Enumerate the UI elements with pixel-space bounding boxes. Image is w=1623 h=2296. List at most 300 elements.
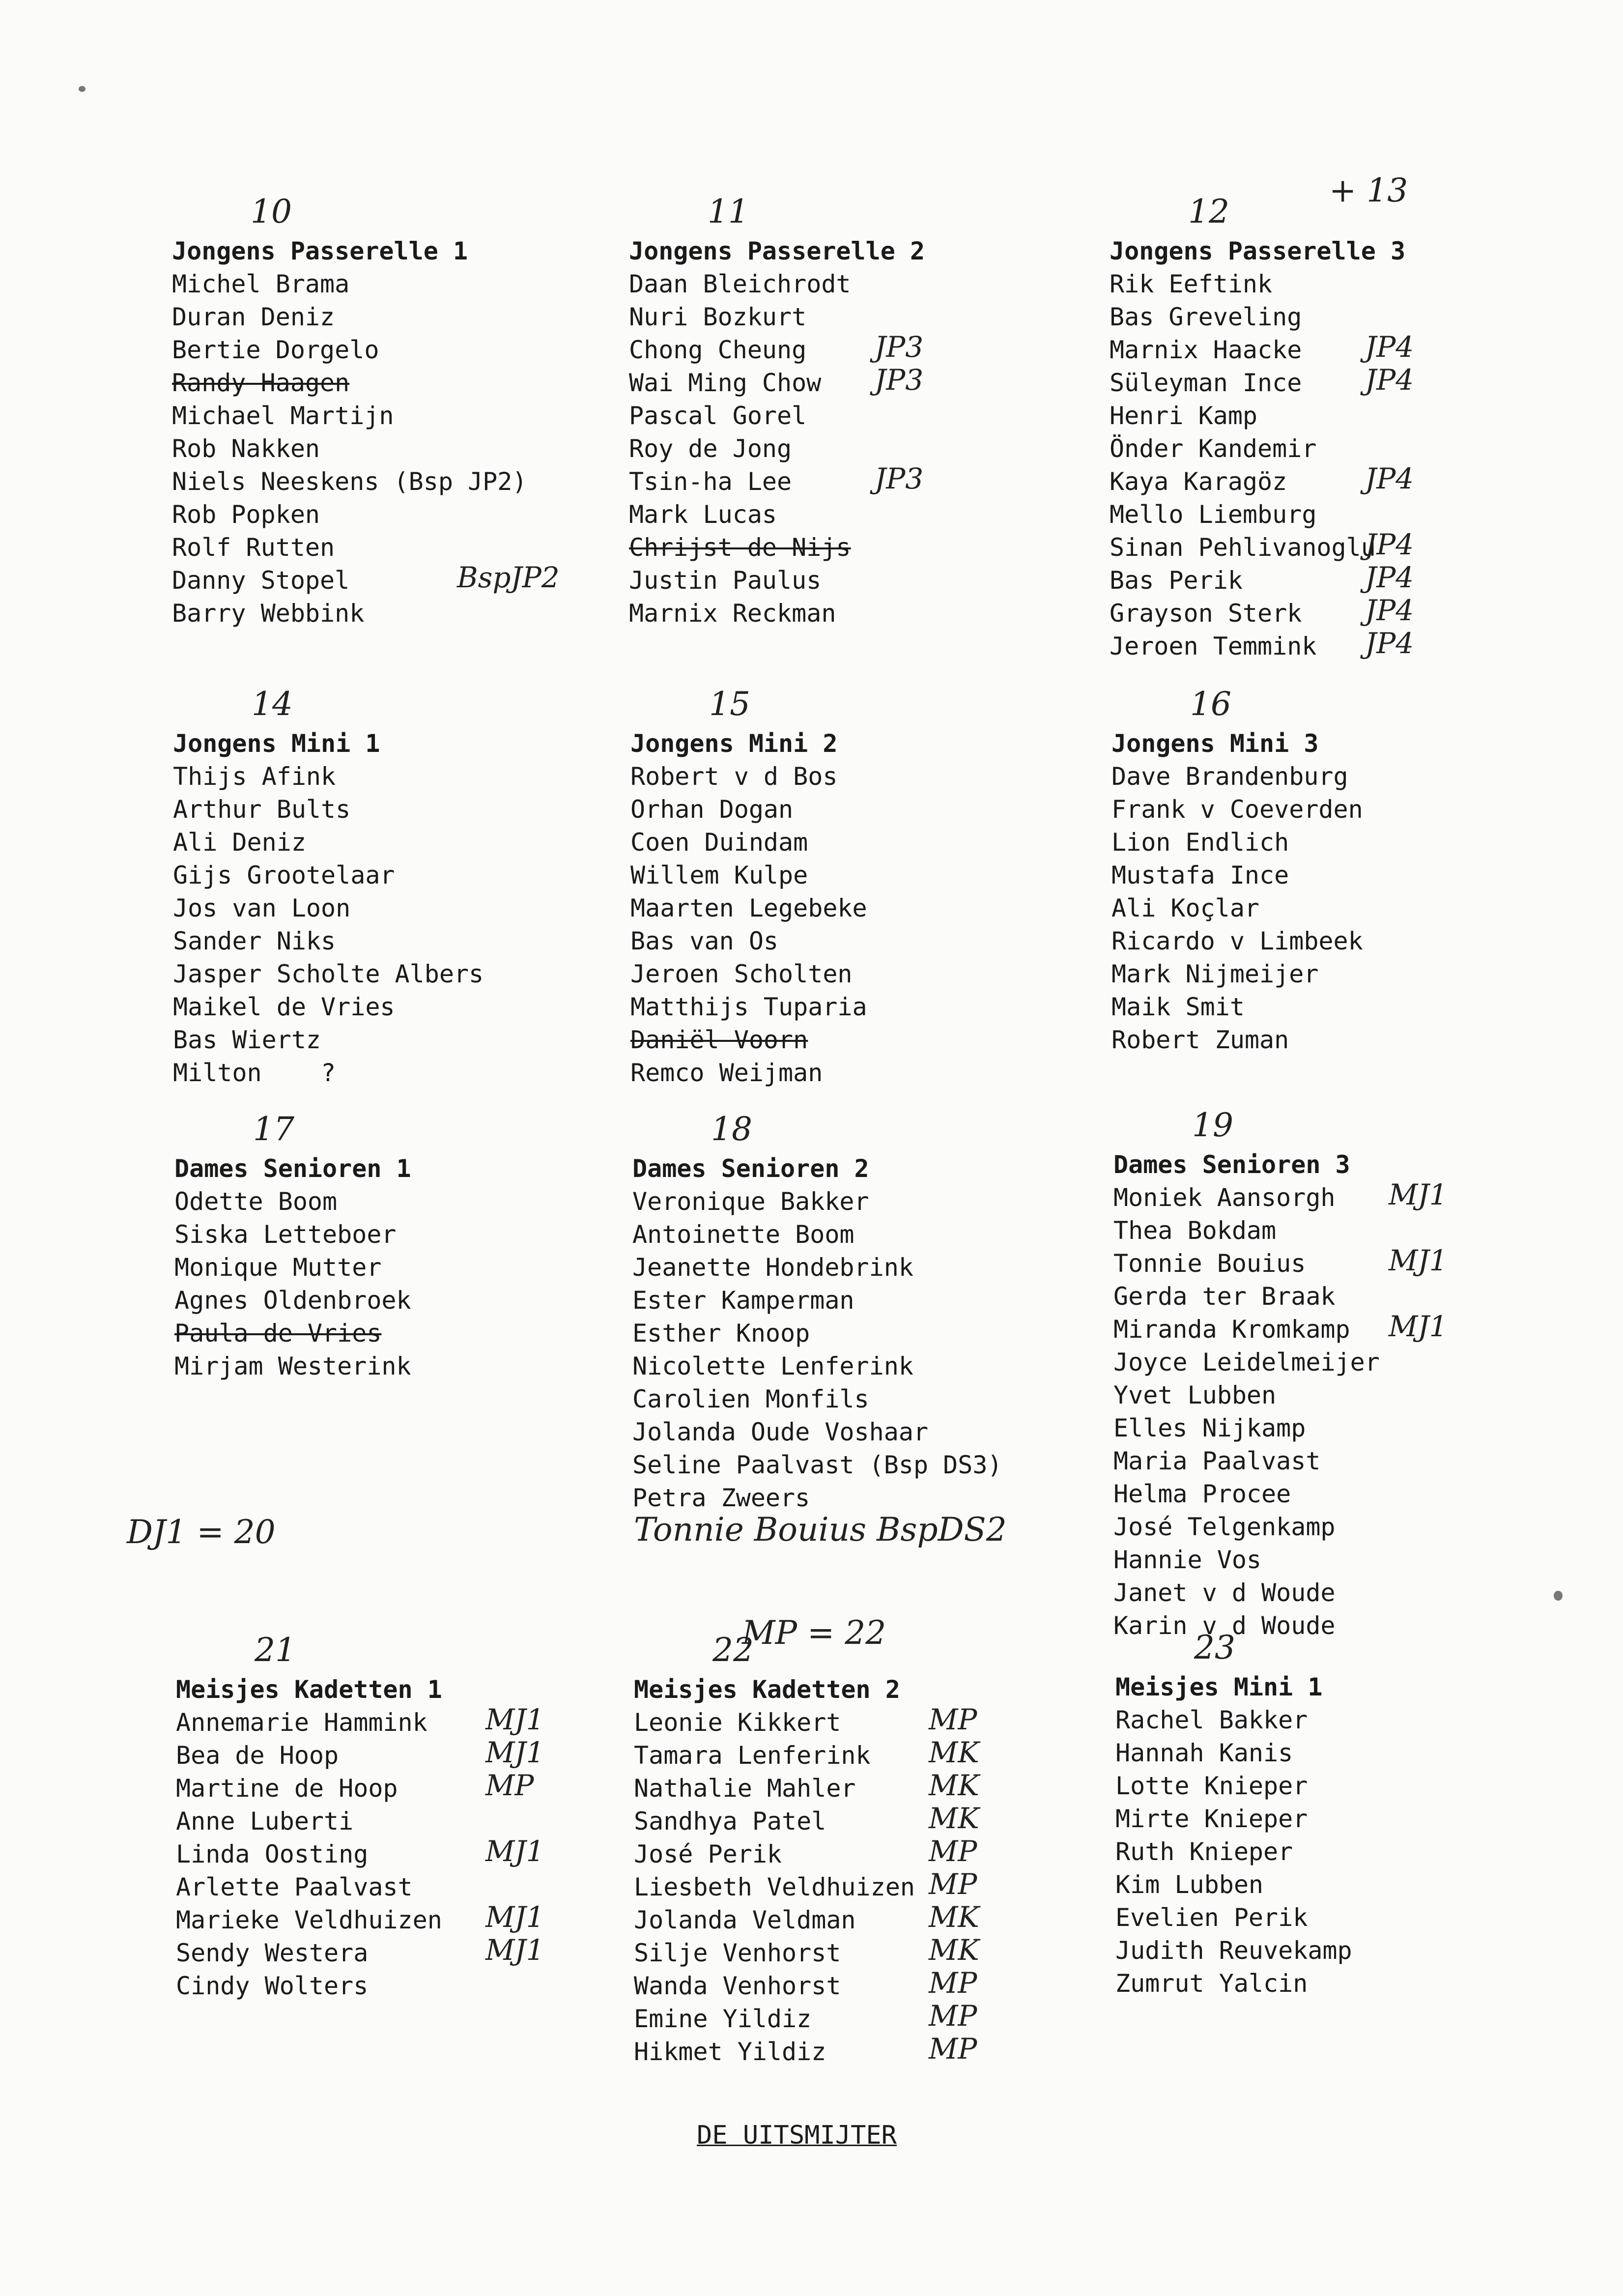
member-name: Gijs Grootelaar [173, 861, 395, 890]
member-row [173, 991, 484, 1024]
member-name: Thijs Afink [173, 762, 336, 791]
member-name: Michel Brama [172, 270, 350, 298]
member-row [1113, 1244, 1448, 1280]
member-name: Bas Perik [1110, 566, 1243, 595]
member-row [1113, 1178, 1448, 1214]
member-name: Antoinette Boom [632, 1220, 854, 1249]
member-row [629, 268, 925, 301]
member-name: Roy de Jong [629, 434, 792, 463]
handwritten-member-note: MJ1 [1389, 1244, 1448, 1277]
member-name: Tonnie Bouius [1113, 1249, 1306, 1278]
member-row [174, 1185, 411, 1218]
member-row [629, 330, 925, 367]
member-name: Wanda Venhorst [634, 1972, 841, 2000]
member-row [634, 1802, 979, 1838]
member-row [173, 859, 484, 892]
member-row [176, 1805, 442, 1838]
member-row [173, 760, 484, 793]
member-name: Frank v Coeverden [1111, 795, 1363, 824]
member-row [632, 1317, 1002, 1350]
member-name: Daniël Voorn [630, 1026, 808, 1054]
member-name: Mello Liemburg [1110, 500, 1317, 529]
member-name: Maarten Legebeke [630, 894, 867, 922]
member-name: Seline Paalvast (Bsp DS3) [632, 1451, 1002, 1479]
handwritten-member-note: JP4 [1365, 528, 1414, 561]
team-group [629, 193, 925, 630]
member-name: Zumrut Yalcin [1115, 1969, 1308, 1998]
member-name: Marnix Haacke [1110, 336, 1302, 364]
team-group [172, 193, 560, 630]
team-group [174, 1110, 411, 1383]
handwritten-group-number: 17 [253, 1110, 294, 1148]
member-row [632, 1350, 1002, 1383]
member-name: Marieke Veldhuizen [176, 1906, 442, 1934]
member-row [172, 465, 527, 498]
member-row [1115, 1901, 1352, 1934]
member-row [172, 268, 527, 301]
team-group [630, 685, 867, 1090]
handwritten-dj1-note: DJ1 = 20 [127, 1513, 276, 1551]
member-name: Gerda ter Braak [1113, 1282, 1336, 1311]
member-row [1115, 1836, 1352, 1868]
member-row [632, 1284, 1002, 1317]
member-row [1111, 859, 1363, 892]
member-name: Sander Niks [173, 927, 336, 955]
member-name: Karin v d Woude [1113, 1611, 1336, 1640]
member-name: Mustafa Ince [1111, 861, 1289, 890]
member-row [1110, 400, 1405, 432]
member-row [630, 1024, 867, 1057]
member-row [1115, 1737, 1352, 1770]
member-name: Milton ? [173, 1059, 336, 1087]
member-row [1113, 1214, 1380, 1247]
handwritten-mp-note: MP = 22 [742, 1614, 886, 1652]
group-title: Dames Senioren 2 [632, 1154, 869, 1183]
member-row [630, 859, 867, 892]
handwritten-group-number: 23 [1194, 1629, 1235, 1666]
member-name: Sinan Pehlivanoglu [1110, 533, 1376, 562]
member-name: Leonie Kikkert [634, 1708, 841, 1737]
member-row [174, 1317, 411, 1350]
member-row [629, 432, 925, 465]
member-row [1113, 1511, 1380, 1544]
member-row [1115, 1704, 1352, 1737]
member-name: Moniek Aansorgh [1113, 1183, 1336, 1212]
member-row [174, 1350, 411, 1383]
handwritten-group-number: 12 [1188, 193, 1229, 230]
member-name: Danny Stopel [172, 566, 350, 595]
handwritten-member-note: MJ1 [485, 1736, 544, 1769]
handwritten-member-note: MJ1 [485, 1703, 544, 1736]
member-name: Önder Kandemir [1110, 434, 1317, 463]
member-row [632, 1383, 1002, 1416]
member-name: Hikmet Yildiz [634, 2038, 826, 2066]
member-row [634, 1999, 977, 2036]
member-row [174, 1284, 411, 1317]
handwritten-member-note: JP4 [1365, 363, 1414, 397]
member-row [1111, 958, 1363, 991]
handwritten-member-note: MJ1 [1389, 1178, 1448, 1211]
member-name: Bertie Dorgelo [172, 336, 379, 364]
member-row [629, 363, 925, 400]
handwritten-member-note: MK [929, 1802, 979, 1835]
member-name: Willem Kulpe [630, 861, 808, 890]
member-row [172, 301, 527, 334]
member-row [1110, 301, 1405, 334]
handwritten-group-number: 16 [1190, 685, 1231, 723]
member-name: Lion Endlich [1111, 828, 1289, 857]
member-name: Jasper Scholte Albers [173, 960, 484, 988]
member-row [1110, 432, 1405, 465]
member-name: Maik Smit [1111, 993, 1245, 1021]
member-row [629, 400, 925, 432]
member-row [634, 1769, 979, 1805]
handwritten-group-number: 19 [1192, 1106, 1233, 1144]
member-row [630, 991, 867, 1024]
member-row [1115, 1803, 1352, 1836]
member-name: Yvet Lubben [1113, 1381, 1277, 1409]
member-row [1113, 1379, 1380, 1412]
member-row [634, 1736, 979, 1772]
member-row [1110, 528, 1414, 564]
member-name: Chrijst de Nijs [629, 533, 851, 562]
member-name: Janet v d Woude [1113, 1578, 1336, 1607]
member-name: Bea de Hoop [176, 1741, 339, 1770]
member-row [1115, 1967, 1352, 2000]
member-row [629, 597, 925, 630]
member-name: Mark Lucas [629, 500, 777, 529]
member-row [629, 564, 925, 597]
team-group [1115, 1629, 1352, 2000]
member-name: Veronique Bakker [632, 1187, 869, 1216]
member-row [1111, 1024, 1363, 1057]
handwritten-member-note: JP3 [875, 462, 924, 495]
handwritten-tonnie-note: Tonnie Bouius BspDS2 [634, 1511, 1007, 1549]
member-row [1110, 594, 1414, 630]
handwritten-member-note: JP3 [875, 363, 924, 397]
group-title: Jongens Mini 3 [1111, 729, 1319, 758]
handwritten-member-note: JP4 [1365, 594, 1414, 627]
team-group [1110, 193, 1414, 663]
member-row [1113, 1412, 1380, 1445]
handwritten-member-note: BspJP2 [457, 561, 560, 594]
member-row [172, 432, 527, 465]
member-name: Tamara Lenferink [634, 1741, 871, 1770]
handwritten-member-note: MK [929, 1933, 979, 1967]
member-row [1113, 1280, 1380, 1313]
member-name: Monique Mutter [174, 1253, 382, 1282]
member-name: Wai Ming Chow [629, 369, 822, 397]
member-row [1110, 498, 1405, 531]
group-title: Meisjes Mini 1 [1115, 1673, 1323, 1701]
member-row [172, 561, 560, 597]
member-row [173, 793, 484, 826]
member-name: Jos van Loon [173, 894, 351, 922]
member-name: Miranda Kromkamp [1113, 1315, 1350, 1344]
member-name: Jeanette Hondebrink [632, 1253, 913, 1282]
group-title: Jongens Mini 2 [630, 729, 838, 758]
member-name: Rob Nakken [172, 434, 320, 463]
member-row [1113, 1310, 1448, 1346]
member-row [630, 793, 867, 826]
member-name: Remco Weijman [630, 1059, 823, 1087]
member-name: Jeroen Temmink [1110, 632, 1317, 660]
member-name: Hannie Vos [1113, 1546, 1262, 1574]
member-row [172, 597, 527, 630]
handwritten-member-note: MK [929, 1900, 979, 1934]
handwritten-group-number: 11 [708, 193, 749, 230]
member-row [634, 1703, 977, 1739]
member-row [172, 334, 527, 367]
handwritten-member-note: MP [929, 1966, 977, 2000]
member-row [1111, 991, 1363, 1024]
member-name: Evelien Perik [1115, 1903, 1308, 1932]
member-name: Justin Paulus [629, 566, 822, 595]
handwritten-member-note: JP4 [1365, 627, 1414, 660]
member-row [634, 1900, 979, 1937]
member-row [1113, 1609, 1380, 1642]
member-name: Siska Letteboer [174, 1220, 397, 1249]
member-name: Coen Duindam [630, 828, 808, 857]
member-name: Sandhya Patel [634, 1807, 826, 1836]
handwritten-member-note: MP [929, 1703, 977, 1736]
team-group [176, 1631, 544, 2003]
paper-speck [1554, 1591, 1563, 1601]
member-name: Matthijs Tuparia [630, 993, 867, 1021]
member-row [630, 1057, 867, 1090]
member-name: Jolanda Oude Voshaar [632, 1418, 929, 1446]
member-row [1113, 1544, 1380, 1577]
member-row [174, 1251, 411, 1284]
member-row [634, 1966, 977, 2003]
member-name: Thea Bokdam [1113, 1216, 1277, 1245]
member-row [1110, 627, 1414, 663]
member-row [176, 1900, 544, 1937]
member-row [173, 958, 484, 991]
member-row [1110, 561, 1414, 597]
group-title: Jongens Passerelle 2 [629, 237, 925, 265]
member-row [632, 1185, 1002, 1218]
member-row [172, 367, 527, 400]
member-row [1111, 826, 1363, 859]
member-name: Odette Boom [174, 1187, 338, 1216]
member-name: Liesbeth Veldhuizen [634, 1873, 915, 1901]
member-name: Carolien Monfils [632, 1385, 869, 1413]
member-name: José Telgenkamp [1113, 1513, 1336, 1541]
member-name: Judith Reuvekamp [1115, 1936, 1352, 1965]
member-name: Dave Brandenburg [1111, 762, 1348, 791]
member-name: Petra Zweers [632, 1484, 810, 1512]
member-name: Esther Knoop [632, 1319, 810, 1348]
member-row [632, 1449, 1002, 1482]
member-row [1113, 1346, 1380, 1379]
member-name: Ali Deniz [173, 828, 306, 857]
member-row [1111, 925, 1363, 958]
member-row [173, 892, 484, 925]
member-name: Arthur Bults [173, 795, 351, 824]
handwritten-member-note: MJ1 [485, 1835, 544, 1868]
handwritten-group-number: 18 [711, 1110, 752, 1148]
member-row [632, 1416, 1002, 1449]
member-name: Lotte Knieper [1115, 1772, 1308, 1800]
group-title: Meisjes Kadetten 1 [176, 1675, 442, 1704]
member-row [1110, 462, 1414, 498]
member-name: Linda Oosting [176, 1840, 369, 1868]
member-row [176, 1933, 544, 1970]
member-row [176, 1736, 544, 1772]
member-name: Cindy Wolters [176, 1972, 369, 2000]
footer-title: DE UITSMIJTER [697, 2121, 897, 2150]
member-row [632, 1482, 1002, 1515]
handwritten-member-note: JP4 [1365, 561, 1414, 594]
member-name: Emine Yildiz [634, 2005, 812, 2033]
member-row [173, 1057, 484, 1090]
member-name: Elles Nijkamp [1113, 1414, 1306, 1442]
member-row [632, 1218, 1002, 1251]
team-group [1111, 685, 1363, 1057]
member-row [629, 301, 925, 334]
member-row [1110, 268, 1405, 301]
member-name: Daan Bleichrodt [629, 270, 851, 298]
member-name: Kim Lubben [1115, 1870, 1264, 1899]
member-name: Michael Martijn [172, 402, 394, 430]
member-row [1110, 363, 1414, 400]
member-name: Marnix Reckman [629, 599, 836, 628]
member-row [172, 498, 527, 531]
member-row [172, 400, 527, 432]
handwritten-member-note: JP4 [1365, 330, 1414, 364]
member-row [629, 498, 925, 531]
member-name: Arlette Paalvast [176, 1873, 413, 1901]
member-row [173, 925, 484, 958]
member-name: Paula de Vries [174, 1319, 382, 1348]
handwritten-member-note: MK [929, 1736, 979, 1769]
member-row [634, 1933, 979, 1970]
member-row [173, 1024, 484, 1057]
member-name: Mirte Knieper [1115, 1805, 1308, 1833]
member-name: Nuri Bozkurt [629, 303, 807, 331]
group-title: Dames Senioren 3 [1113, 1150, 1350, 1179]
handwritten-group-number: 15 [709, 685, 750, 723]
member-name: Bas Wiertz [173, 1026, 321, 1054]
handwritten-member-note: MK [929, 1769, 979, 1802]
member-name: Maria Paalvast [1113, 1447, 1321, 1475]
member-row [630, 925, 867, 958]
member-row [630, 958, 867, 991]
member-row [1115, 1934, 1352, 1967]
member-name: Rik Eeftink [1110, 270, 1273, 298]
member-name: Martine de Hoop [176, 1774, 398, 1803]
member-row [634, 1867, 977, 1904]
member-row [629, 531, 925, 564]
team-group [1113, 1106, 1448, 1642]
member-name: Annemarie Hammink [176, 1708, 427, 1737]
member-name: Hannah Kanis [1115, 1739, 1293, 1767]
member-row [1110, 330, 1414, 367]
group-title: Jongens Mini 1 [173, 729, 380, 758]
member-row [1111, 760, 1363, 793]
member-row [176, 1835, 544, 1871]
member-name: Niels Neeskens (Bsp JP2) [172, 467, 527, 496]
member-name: Jolanda Veldman [634, 1906, 856, 1934]
member-name: Joyce Leidelmeijer [1113, 1348, 1380, 1377]
member-row [1111, 793, 1363, 826]
handwritten-member-note: JP4 [1365, 462, 1414, 495]
member-name: Süleyman Ince [1110, 369, 1302, 397]
member-row [632, 1251, 1002, 1284]
member-row [634, 1835, 977, 1871]
member-name: Robert v d Bos [630, 762, 838, 791]
member-row [173, 826, 484, 859]
member-name: Kaya Karagöz [1110, 467, 1287, 496]
member-row [1111, 892, 1363, 925]
paper-speck [79, 86, 85, 92]
member-name: Pascal Gorel [629, 402, 807, 430]
handwritten-extra-13: + 13 [1329, 172, 1408, 209]
member-row [634, 2032, 977, 2068]
member-name: Henri Kamp [1110, 402, 1258, 430]
handwritten-member-note: MP [929, 1867, 977, 1901]
member-name: Silje Venhorst [634, 1939, 841, 1967]
member-name: Sendy Westera [176, 1939, 369, 1967]
handwritten-member-note: MJ1 [485, 1900, 544, 1934]
handwritten-member-note: MP [485, 1769, 534, 1802]
member-name: Ester Kamperman [632, 1286, 854, 1315]
member-row [630, 760, 867, 793]
member-row [1115, 1868, 1352, 1901]
member-name: Maikel de Vries [173, 993, 395, 1021]
member-name: Mark Nijmeijer [1111, 960, 1319, 988]
member-name: Chong Cheung [629, 336, 807, 364]
handwritten-member-note: MP [929, 1999, 977, 2033]
member-name: Agnes Oldenbroek [174, 1286, 411, 1315]
member-name: Grayson Sterk [1110, 599, 1302, 628]
handwritten-group-number: 14 [252, 685, 293, 723]
member-name: Nicolette Lenferink [632, 1352, 913, 1380]
member-name: Anne Luberti [176, 1807, 354, 1836]
member-name: Mirjam Westerink [174, 1352, 411, 1380]
member-name: Rachel Bakker [1115, 1706, 1308, 1734]
member-name: Ricardo v Limbeek [1111, 927, 1363, 955]
member-name: Ruth Knieper [1115, 1837, 1293, 1866]
member-row [630, 826, 867, 859]
handwritten-member-note: MJ1 [1389, 1310, 1448, 1343]
team-group [173, 685, 484, 1090]
member-name: Rolf Rutten [172, 533, 335, 562]
member-row [1113, 1478, 1380, 1511]
member-row [630, 892, 867, 925]
member-row [1113, 1577, 1380, 1609]
member-name: Randy Haagen [172, 369, 350, 397]
member-name: Bas Greveling [1110, 303, 1302, 331]
member-row [629, 462, 925, 498]
member-name: Ali Koçlar [1111, 894, 1260, 922]
handwritten-member-note: JP3 [875, 330, 924, 364]
member-name: Bas van Os [630, 927, 779, 955]
member-name: Orhan Dogan [630, 795, 794, 824]
member-name: Duran Deniz [172, 303, 335, 331]
member-name: Nathalie Mahler [634, 1774, 856, 1803]
member-row [172, 531, 527, 564]
member-row [1113, 1445, 1380, 1478]
member-row [176, 1703, 544, 1739]
member-row [176, 1970, 442, 2003]
member-name: Jeroen Scholten [630, 960, 853, 988]
handwritten-member-note: MP [929, 2032, 977, 2066]
member-name: Helma Procee [1113, 1480, 1291, 1508]
member-name: Robert Zuman [1111, 1026, 1289, 1054]
group-title: Dames Senioren 1 [174, 1154, 411, 1183]
